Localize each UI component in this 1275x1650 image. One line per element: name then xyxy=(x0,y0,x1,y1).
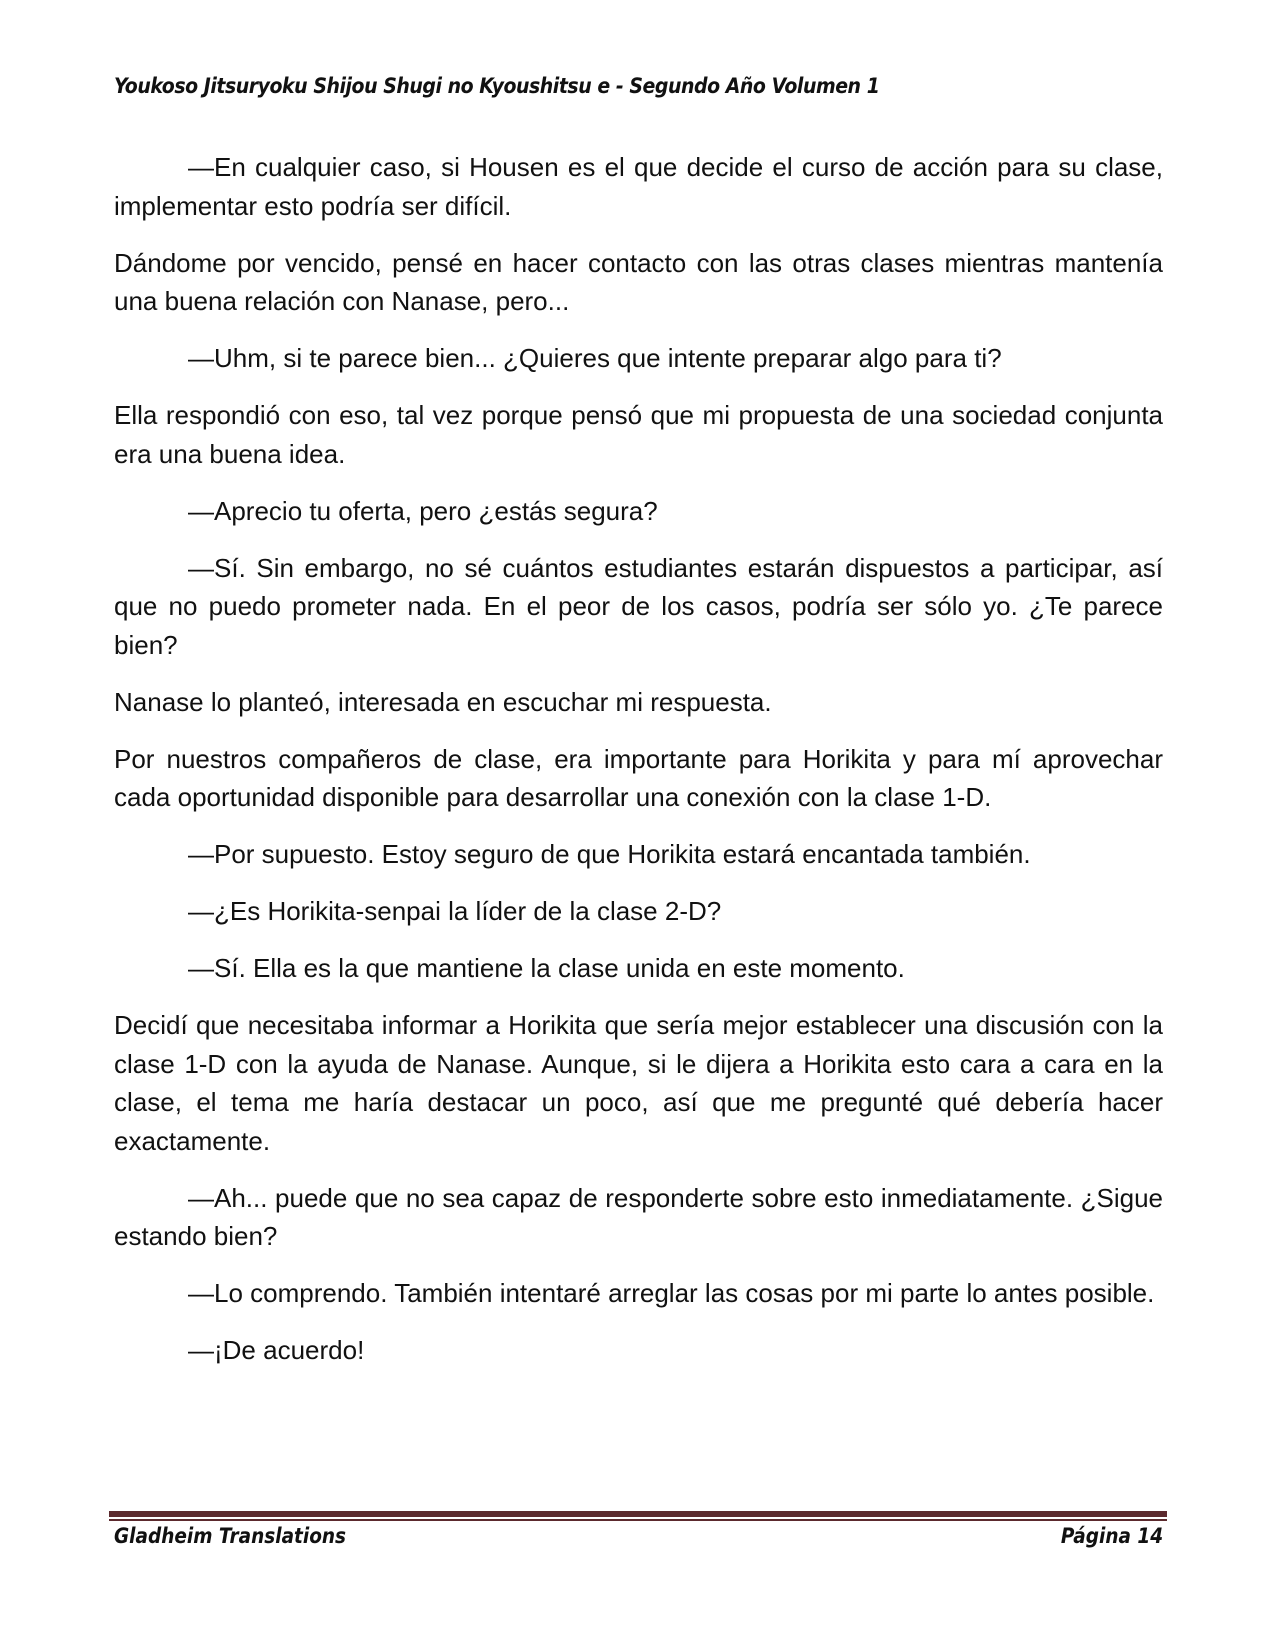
paragraph: —¡De acuerdo! xyxy=(188,1335,365,1365)
paragraph: —¿Es Horikita-senpai la líder de la clase 2-D? xyxy=(188,896,722,926)
paragraph: Por nuestros compañeros de clase, era importante para Horikita y para mí aprovechar cada oportunidad disponible para desarrollar una conexión con la clase 1-D. xyxy=(114,743,1163,812)
footer-rule-thin xyxy=(109,1519,1167,1521)
paragraph: Ella respondió con eso, tal vez porque pensó que mi propuesta de una sociedad conjunta era una buena idea. xyxy=(114,400,1163,469)
paragraph: Nanase lo planteó, interesada en escuchar mi respuesta. xyxy=(114,686,772,717)
paragraph: —Sí. Sin embargo, no sé cuántos estudiantes estarán dispuestos a participar, así que no puedo prometer nada. En el peor de los casos, podría ser sólo yo. ¿Te parece bien? xyxy=(114,552,1163,660)
paragraph: Decidí que necesitaba informar a Horikita que sería mejor establecer una discusión con la clase 1-D con la ayuda de Nanase. Aunque, si le dijera a Horikita esto cara a cara en la clase, el tema me haría destacar un poco, así que me pregunté qué debería hacer exactamente. xyxy=(114,1010,1163,1156)
paragraph: —Por supuesto. Estoy seguro de que Horikita estará encantada también. xyxy=(188,839,1031,869)
paragraph: Dándome por vencido, pensé en hacer contacto con las otras clases mientras mantenía una buena relación con Nanase, pero... xyxy=(114,247,1163,316)
running-header: Youkoso Jitsuryoku Shijou Shugi no Kyoushitsu e - Segundo Año Volumen 1 xyxy=(114,74,880,98)
paragraph: —Sí. Ella es la que mantiene la clase unida en este momento. xyxy=(188,953,905,983)
paragraph: —Aprecio tu oferta, pero ¿estás segura? xyxy=(188,495,658,526)
paragraph: —Uhm, si te parece bien... ¿Quieres que intente preparar algo para ti? xyxy=(188,343,1002,373)
paragraph: —En cualquier caso, si Housen es el que decide el curso de acción para su clase, implementar esto podría ser difícil. xyxy=(114,152,1163,221)
page-number: Página 14 xyxy=(1060,1524,1163,1548)
paragraph: —Lo comprendo. También intentaré arreglar las cosas por mi parte lo antes posible. xyxy=(188,1278,1155,1308)
paragraph: —Ah... puede que no sea capaz de responderte sobre esto inmediatamente. ¿Sigue estando bien? xyxy=(114,1182,1163,1251)
footer-rule xyxy=(109,1511,1167,1518)
footer-credit: Gladheim Translations xyxy=(114,1524,347,1548)
page-body xyxy=(114,148,1163,1388)
